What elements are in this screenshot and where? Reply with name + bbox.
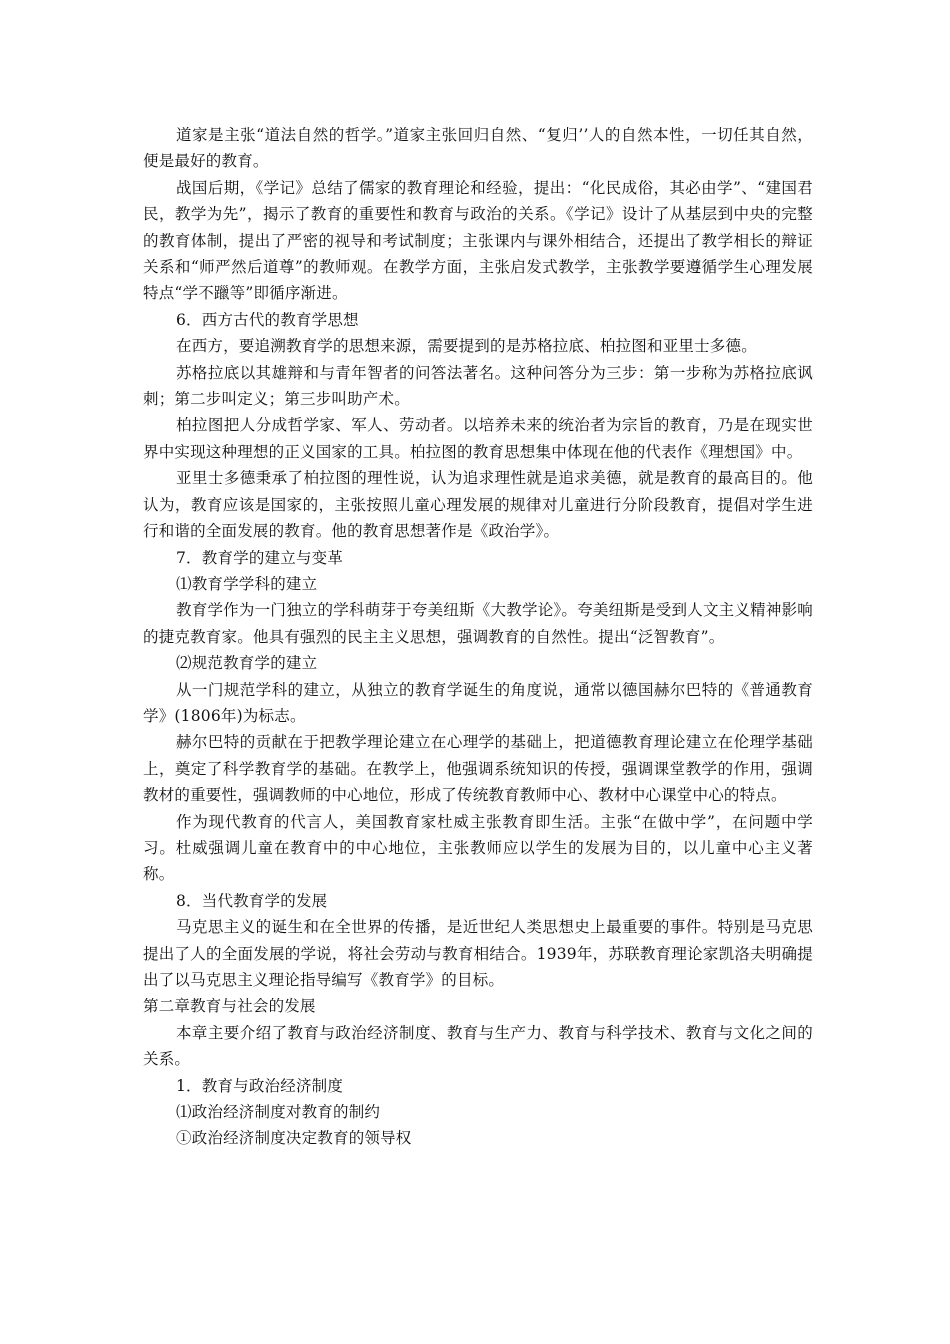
paragraph-socrates: 苏格拉底以其雄辩和与青年智者的问答法著名。这种问答分为三步：第一步称为苏格拉底讽刺；第二步叫定义；第三步叫助产术。 bbox=[143, 363, 813, 409]
heading-western-ancient-thought: 6．西方古代的教育学思想 bbox=[176, 310, 359, 329]
paragraph-western-sources: 在西方，要追溯教育学的思想来源，需要提到的是苏格拉底、柏拉图和亚里士多德。 bbox=[176, 337, 757, 356]
heading-establishment-and-reform: 7．教育学的建立与变革 bbox=[176, 548, 344, 567]
paragraph-herbart-landmark: 从一门规范学科的建立，从独立的教育学诞生的角度说，通常以德国赫尔巴特的《普通教育学》(1806年)为标志。 bbox=[143, 680, 813, 725]
document-page bbox=[143, 122, 813, 1152]
list-item-leadership: ①政治经济制度决定教育的领导权 bbox=[176, 1129, 412, 1148]
paragraph-daoist-education: 道家是主张“道法自然的哲学。”道家主张回归自然、“复归’’人的自然本性，一切任其自然，便是最好的教育。 bbox=[143, 126, 813, 171]
paragraph-marxism: 马克思主义的诞生和在全世界的传播，是近世纪人类思想史上最重要的事件。特别是马克思提出了人的全面发展的学说，将社会劳动与教育相结合。1939年，苏联教育理论家凯洛夫明确提出了以马克思主义理论指导编写《教育学》的目标。 bbox=[143, 918, 813, 989]
paragraph-plato: 柏拉图把人分成哲学家、军人、劳动者。以培养未来的统治者为宗旨的教育，乃是在现实世界中实现这种理想的正义国家的工具。柏拉图的教育思想集中体现在他的代表作《理想国》中。 bbox=[143, 416, 813, 461]
paragraph-aristotle: 亚里士多德秉承了柏拉图的理性说，认为追求理性就是追求美德，就是教育的最高目的。他认为，教育应该是国家的，主张按照儿童心理发展的规律对儿童进行分阶段教育，提倡对学生进行和谐的全面发展的教育。他的教育思想著作是《政治学》。 bbox=[143, 469, 813, 541]
subheading-political-economy-constraints: ⑴政治经济制度对教育的制约 bbox=[176, 1103, 381, 1122]
paragraph-comenius: 教育学作为一门独立的学科萌芽于夸美纽斯《大教学论》。夸美纽斯是受到人文主义精神影响的捷克教育家。他具有强烈的民主主义思想，强调教育的自然性。提出“泛智教育”。 bbox=[143, 601, 813, 646]
paragraph-herbart-contribution: 赫尔巴特的贡献在于把教学理论建立在心理学的基础上，把道德教育理论建立在伦理学基础上，奠定了科学教育学的基础。在教学上，他强调系统知识的传授，强调课堂教学的作用，强调教材的重要性，强调教师的中心地位，形成了传统教育教师中心、教材中心课堂中心的特点。 bbox=[143, 733, 813, 805]
paragraph-dewey: 作为现代教育的代言人，美国教育家杜威主张教育即生活。主张“在做中学”，在问题中学习。杜威强调儿童在教育中的中心地位，主张教师应以学生的发展为目的，以儿童中心主义著称。 bbox=[143, 812, 813, 884]
subheading-discipline-establishment: ⑴教育学学科的建立 bbox=[176, 574, 318, 593]
paragraph-xueji: 战国后期，《学记》总结了儒家的教育理论和经验，提出：“化民成俗，其必由学”、“建国君民，教学为先”，揭示了教育的重要性和教育与政治的关系。《学记》设计了从基层到中央的完整的教育体制，提出了严密的视导和考试制度；主张课内与课外相结合，还提出了教学相长的辩证关系和“师严然后道尊”的教师观。在教学方面，主张启发式教学，主张教学要遵循学生心理发展特点“学不躐等”即循序渐进。 bbox=[143, 178, 813, 303]
heading-contemporary-development: 8．当代教育学的发展 bbox=[176, 891, 328, 910]
heading-education-and-political-economy: 1．教育与政治经济制度 bbox=[176, 1076, 344, 1095]
subheading-normative-pedagogy: ⑵规范教育学的建立 bbox=[176, 654, 318, 673]
paragraph-chapter-two-intro: 本章主要介绍了教育与政治经济制度、教育与生产力、教育与科学技术、教育与文化之间的关系。 bbox=[143, 1023, 813, 1069]
chapter-two-title: 第二章教育与社会的发展 bbox=[143, 997, 316, 1016]
